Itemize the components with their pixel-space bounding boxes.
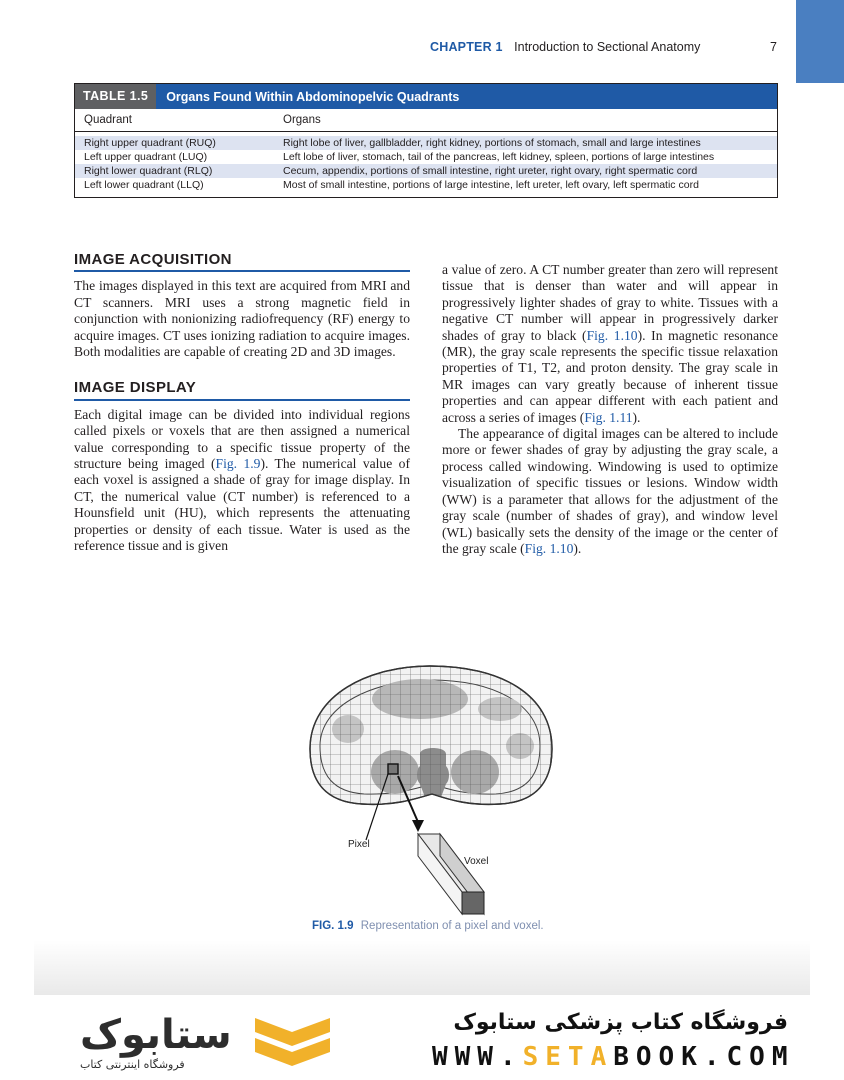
table-cell-quadrant: Right lower quadrant (RLQ) [84,165,213,177]
store-logo-subtitle: فروشگاه اینترنتی کتاب [80,1058,185,1071]
figure-caption [312,920,544,932]
store-url[interactable] [432,1042,794,1072]
figure-link[interactable]: Fig. 1.10 [586,327,638,343]
paragraph-windowing [442,426,778,557]
table-title: Organs Found Within Abdominopelvic Quadrants [166,89,460,104]
table-row [75,164,777,178]
text-run: ). In magnetic resonance (MR), the gray scale represents the specific tissue relaxation properties of T1, T2, and proton density. The gray scale in MR images can vary greatly because of inherent tissue properties and can appear different with each patient and across a series of images ( [442,327,779,425]
left-column [74,252,410,555]
scan-shadow [34,940,810,995]
table-cell-quadrant: Left lower quadrant (LLQ) [84,179,204,191]
table-row [75,136,777,150]
text-run: The appearance of digital images can be altered to include more or fewer shades of gray by adjusting the gray scale, a process called windowing. Windowing is used to optimize visualization of specific tissues or lesions. Window width (WW) is a parameter that allows for the adjustment of the gray scale (number of shades of gray), and window level (WL) basically sets the density of the image or the center of the gray scale ( [442,426,778,556]
table-number: TABLE 1.5 [75,84,156,109]
text-run: Each digital image can be divided into individual regions called pixels or voxels that are then assigned a numerical value corresponding to a specific tissue property of the structure being imaged ( [74,406,410,472]
right-column [442,262,778,557]
quadrant-table [74,83,778,198]
url-brand: SETA [522,1042,614,1072]
table-cell-organs: Cecum, appendix, portions of small intestine, right ureter, right ovary, right spermatic cord [283,165,698,177]
figure-link[interactable]: Fig. 1.9 [215,456,261,472]
table-cell-quadrant: Right upper quadrant (RUQ) [84,137,216,149]
paragraph-ct-number [442,262,778,426]
chapter-title: Introduction to Sectional Anatomy [514,40,701,54]
heading-image-acquisition: IMAGE ACQUISITION [74,252,410,272]
running-head [430,40,700,54]
pixel-label: Pixel [348,839,370,850]
text-run: ). [632,409,641,425]
heading-image-display: IMAGE DISPLAY [74,380,410,400]
column-header-organs: Organs [283,114,321,126]
chapter-label: CHAPTER 1 [430,40,503,54]
table-body [75,132,777,192]
torso-cross-section [300,654,570,824]
pixel-voxel-figure [300,654,570,919]
table-row [75,178,777,192]
table-column-headers [75,109,777,132]
figure-link[interactable]: Fig. 1.10 [524,540,574,556]
paragraph-display [74,407,410,555]
paragraph-acquisition: The images displayed in this text are acquired from MRI and CT scanners. MRI uses a strong magnetic field in conjunction with nonionizing radiofrequency (RF) energy to acquire images. CT uses ionizing radiation to acquire images. Both modalities are capable of creating 2D and 3D images. [74,278,410,360]
table-cell-organs: Left lobe of liver, stomach, tail of the pancreas, left kidney, spleen, portions of large intestines [283,151,715,163]
page-number: 7 [770,40,777,54]
arrow-head-icon [412,820,424,832]
caption-label: FIG. 1.9 [312,920,354,932]
figure-link[interactable]: Fig. 1.11 [584,409,633,425]
url-suffix: BOOK.COM [613,1042,795,1072]
table-header-bar [75,84,777,109]
corner-tab [796,0,844,83]
voxel-label: Voxel [464,856,489,867]
text-run: ). [573,540,582,556]
url-prefix: WWW. [432,1042,523,1072]
table-cell-organs: Right lobe of liver, gallbladder, right kidney, portions of stomach, small and large intestines [283,137,701,149]
caption-text: Representation of a pixel and voxel. [360,920,544,932]
store-logo: ستابوک [80,1012,232,1058]
text-run: a value of zero. A CT number greater than zero will represent tissue that is denser than water and will appear in progressively lighter shades of gray to white. Tissues with a negative CT number will appear in progressively darker shades of gray to black ( [442,262,778,343]
store-name: فروشگاه کتاب پزشکی ستابوک [453,1010,788,1035]
books-logo-icon [255,1018,330,1073]
table-cell-quadrant: Left upper quadrant (LUQ) [84,151,208,163]
column-header-quadrant: Quadrant [84,114,132,126]
table-cell-organs: Most of small intestine, portions of large intestine, left ureter, left ovary, left spermatic cord [283,179,699,191]
voxel-column [418,834,484,914]
table-row [75,150,777,164]
pixel-highlight [388,764,398,774]
text-run: ). The numerical value of each voxel is assigned a shade of gray for image display. In CT, the numerical value (CT number) is referenced to a Hounsfield unit (HU), which represents the attenuating properties or density of each tissue. Water is used as the reference tissue and is given [74,456,410,554]
